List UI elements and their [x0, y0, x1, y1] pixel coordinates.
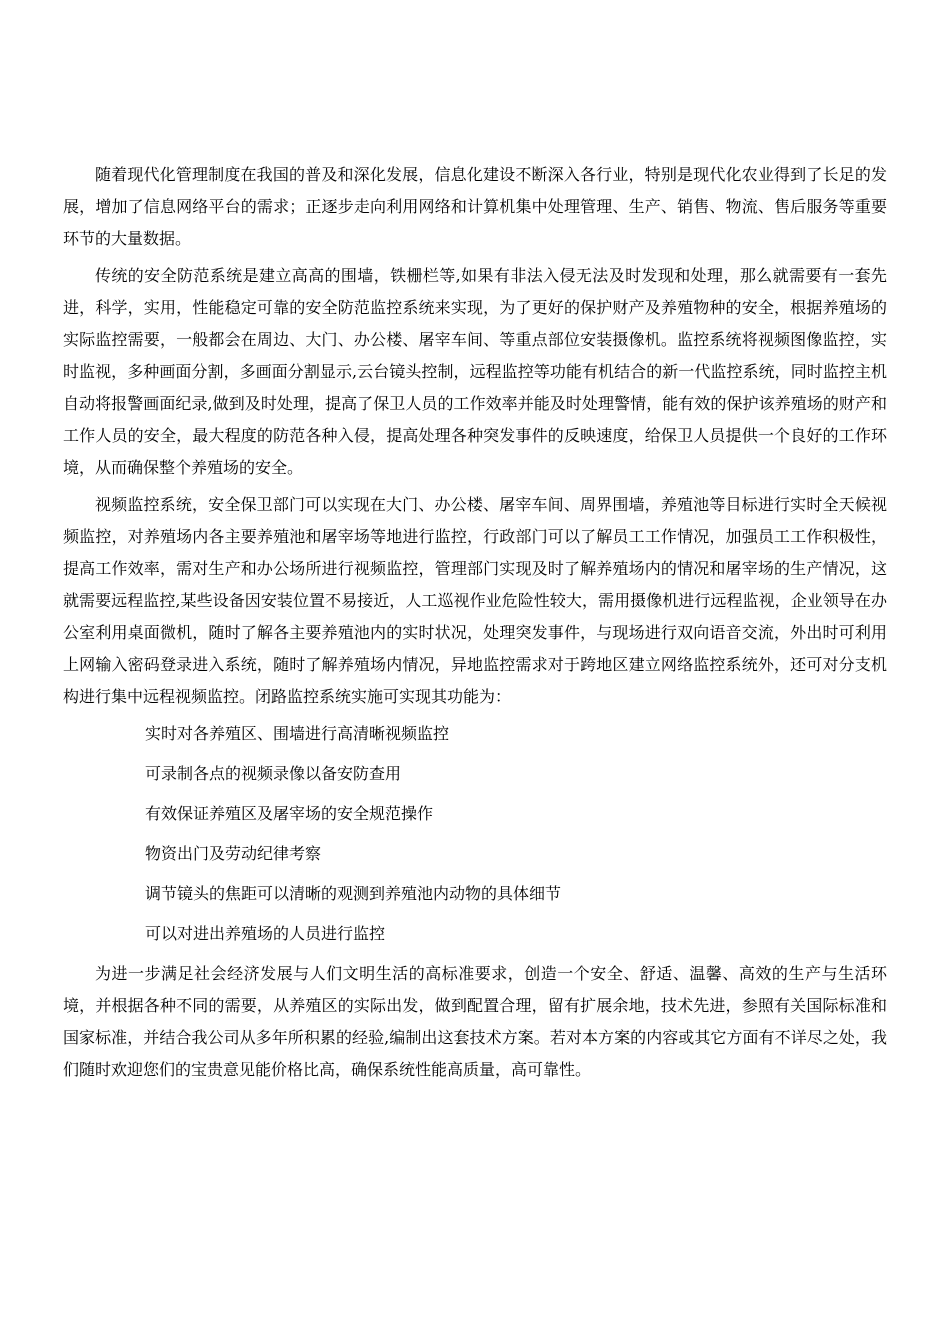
video-monitoring-paragraph: 视频监控系统，安全保卫部门可以实现在大门、办公楼、屠宰车间、周界围墙，养殖池等目标进行实时全天候视频监控，对养殖场内各主要养殖池和屠宰场等地进行监控，行政部门可以了解员工工作情况，加强员工工作积极性，提高工作效率，需对生产和办公场所进行视频监控，管理部门实现及时了解养殖场内的情况和屠宰场的生产情况，这就需要远程监控,某些设备因安装位置不易接近，人工巡视作业危险性较大，需用摄像机进行远程监视，企业领导在办公室利用桌面微机，随时了解各主要养殖池内的实时状况，处理突发事件，与现场进行双向语音交流，外出时可利用上网输入密码登录进入系统，随时了解养殖场内情况，异地监控需求对于跨地区建立网络监控系统外，还可对分支机构进行集中远程视频监控。闭路监控系统实施可实现其功能为： — [63, 495, 887, 706]
feature-item: 物资出门及劳动纪律考察 — [145, 844, 322, 863]
closing-paragraph: 为进一步满足社会经济发展与人们文明生活的高标准要求，创造一个安全、舒适、温馨、高效的生产与生活环境，并根据各种不同的需要，从养殖区的实际出发，做到配置合理，留有扩展余地，技术先进，参照有关国际标准和国家标准，并结合我公司从多年所积累的经验,编制出这套技术方案。若对本方案的内容或其它方面有不详尽之处，我们随时欢迎您们的宝贵意见能价格比高，确保系统性能高质量，高可靠性。 — [63, 964, 887, 1079]
feature-item: 调节镜头的焦距可以清晰的观测到养殖池内动物的具体细节 — [145, 884, 562, 903]
feature-list — [63, 718, 887, 950]
feature-item: 可以对进出养殖场的人员进行监控 — [145, 924, 386, 943]
traditional-security-paragraph: 传统的安全防范系统是建立高高的围墙，铁栅栏等,如果有非法入侵无法及时发现和处理，那么就需要有一套先进，科学，实用，性能稳定可靠的安全防范监控系统来实现，为了更好的保护财产及养殖物种的安全，根据养殖场的实际监控需要，一般都会在周边、大门、办公楼、屠宰车间、等重点部位安装摄像机。监控系统将视频图像监控，实时监视，多种画面分割，多画面分割显示,云台镜头控制，远程监控等功能有机结合的新一代监控系统，同时监控主机自动将报警画面纪录,做到及时处理，提高了保卫人员的工作效率并能及时处理警情，能有效的保护该养殖场的财产和工作人员的安全，最大程度的防范各种入侵，提高处理各种突发事件的反映速度，给保卫人员提供一个良好的工作环境，从而确保整个养殖场的安全。 — [63, 266, 887, 477]
feature-item: 有效保证养殖区及屠宰场的安全规范操作 — [145, 804, 434, 823]
feature-item: 实时对各养殖区、围墙进行高清晰视频监控 — [145, 724, 450, 743]
intro-paragraph: 随着现代化管理制度在我国的普及和深化发展，信息化建设不断深入各行业，特别是现代化农业得到了长足的发展，增加了信息网络平台的需求；正逐步走向利用网络和计算机集中处理管理、生产、销售、物流、售后服务等重要环节的大量数据。 — [63, 165, 887, 248]
document-page — [63, 159, 887, 1091]
feature-item: 可录制各点的视频录像以备安防查用 — [145, 764, 402, 783]
